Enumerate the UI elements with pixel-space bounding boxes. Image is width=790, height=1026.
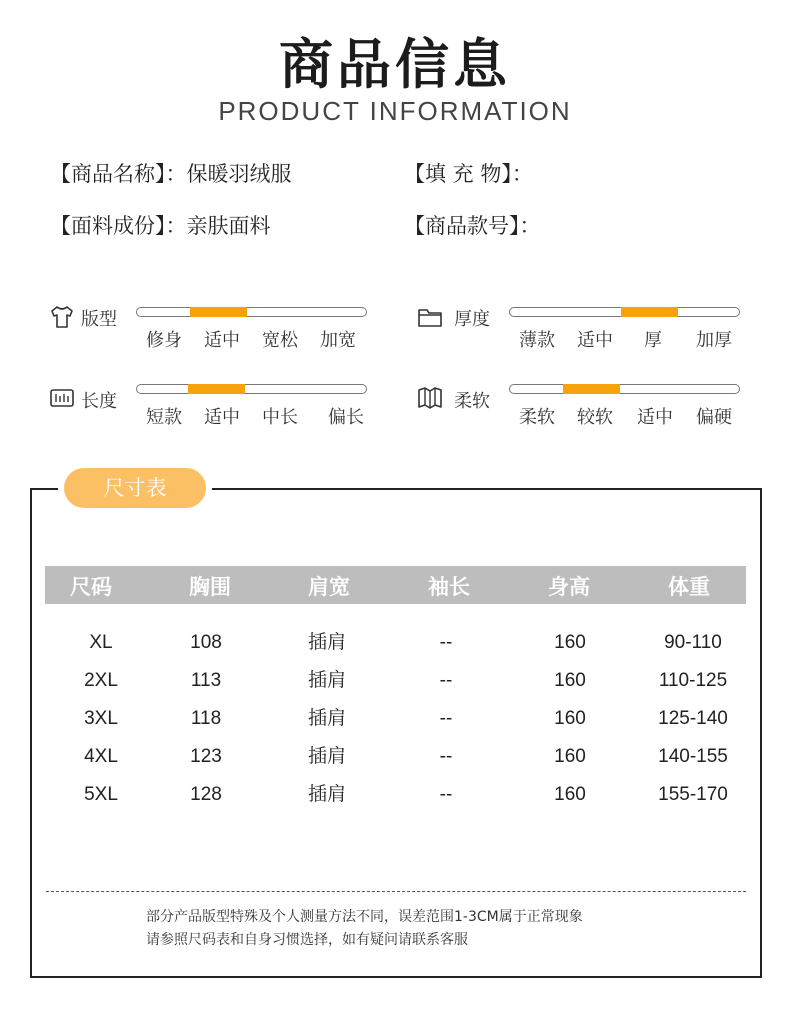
table-cell: 125-140 — [658, 708, 728, 729]
softness-slider — [509, 384, 740, 394]
table-cell: 3XL — [84, 708, 118, 729]
column-header: 尺码 — [70, 575, 112, 599]
table-cell: 108 — [190, 632, 222, 653]
model-row — [404, 210, 541, 240]
table-cell: 123 — [190, 746, 222, 767]
column-header: 肩宽 — [308, 575, 350, 599]
softness-option: 适中 — [637, 407, 673, 428]
table-cell: 4XL — [84, 746, 118, 767]
table-cell: -- — [439, 670, 453, 691]
length-option: 偏长 — [328, 407, 364, 428]
softness-label: 柔软 — [454, 391, 490, 412]
fit-option: 适中 — [204, 330, 240, 351]
fit-option: 修身 — [146, 330, 182, 351]
length-option: 中长 — [262, 407, 298, 428]
fabric-label: 【面料成份】： — [50, 214, 187, 238]
table-cell: 128 — [190, 784, 222, 805]
size-table-title: 尺寸表 — [64, 468, 206, 508]
column-header: 胸围 — [189, 575, 231, 599]
length-option: 适中 — [204, 407, 240, 428]
table-cell: XL — [89, 632, 113, 653]
fit-option: 加宽 — [320, 330, 356, 351]
fit-slider — [136, 307, 367, 317]
page-subtitle: PRODUCT INFORMATION — [218, 96, 572, 126]
thickness-option: 加厚 — [696, 330, 732, 351]
table-cell: 160 — [554, 746, 586, 767]
fit-slider-fill — [190, 307, 247, 317]
folder-icon — [417, 304, 443, 330]
table-row — [45, 776, 746, 814]
table-cell: -- — [439, 784, 453, 805]
softness-option: 柔软 — [519, 407, 555, 428]
tshirt-icon — [49, 304, 75, 330]
table-cell: 140-155 — [658, 746, 728, 767]
table-cell: 2XL — [84, 670, 118, 691]
softness-option: 较软 — [577, 407, 613, 428]
size-table-header — [45, 566, 746, 604]
thickness-label: 厚度 — [454, 309, 490, 330]
fabric-row — [50, 210, 271, 240]
table-cell: 插肩 — [307, 632, 346, 653]
column-header: 体重 — [668, 575, 710, 599]
size-note: 部分产品版型特殊及个人测量方法不同，误差范围1-3CM属于正常现象 — [146, 909, 583, 925]
model-label: 【商品款号】： — [404, 214, 541, 238]
thickness-option: 薄款 — [519, 330, 555, 351]
fit-option: 宽松 — [262, 330, 298, 351]
page-title: 商品信息 — [279, 33, 511, 96]
table-cell: -- — [439, 632, 453, 653]
table-cell: -- — [439, 708, 453, 729]
table-cell: 90-110 — [664, 632, 722, 653]
product-name-value: 保暖羽绒服 — [186, 162, 292, 186]
thickness-slider — [509, 307, 740, 317]
length-label: 长度 — [81, 391, 117, 412]
softness-option: 偏硬 — [696, 407, 732, 428]
length-slider-fill — [188, 384, 245, 394]
thickness-option: 适中 — [577, 330, 613, 351]
softness-slider-fill — [563, 384, 620, 394]
table-cell: 160 — [554, 670, 586, 691]
table-row — [45, 700, 746, 738]
table-cell: 5XL — [84, 784, 118, 805]
table-cell: 155-170 — [658, 784, 728, 805]
table-cell: 160 — [554, 708, 586, 729]
table-cell: 插肩 — [307, 784, 346, 805]
table-cell: 插肩 — [307, 670, 346, 691]
product-name-label: 【商品名称】： — [50, 162, 187, 186]
length-option: 短款 — [146, 407, 182, 428]
table-cell: 110-125 — [658, 670, 728, 691]
table-cell: 160 — [554, 784, 586, 805]
table-cell: 插肩 — [307, 746, 346, 767]
column-header: 袖长 — [428, 575, 470, 599]
table-cell: 113 — [190, 670, 222, 691]
size-note: 请参照尺码表和自身习惯选择，如有疑问请联系客服 — [146, 932, 468, 948]
table-cell: 118 — [190, 708, 222, 729]
column-header: 身高 — [548, 575, 590, 599]
thickness-option: 厚 — [644, 330, 662, 351]
divider — [46, 891, 746, 892]
table-row — [45, 624, 746, 662]
product-name-row — [50, 158, 292, 188]
fabric-value: 亲肤面料 — [186, 214, 271, 238]
fit-label: 版型 — [81, 309, 117, 330]
table-cell: -- — [439, 746, 453, 767]
table-row — [45, 738, 746, 776]
book-icon — [417, 385, 443, 411]
table-cell: 160 — [554, 632, 586, 653]
filling-row — [404, 158, 533, 188]
table-cell: 插肩 — [307, 708, 346, 729]
thickness-slider-fill — [621, 307, 678, 317]
filling-label: 【填 充 物】： — [404, 162, 533, 186]
table-row — [45, 662, 746, 700]
ruler-icon — [49, 385, 75, 411]
length-slider — [136, 384, 367, 394]
